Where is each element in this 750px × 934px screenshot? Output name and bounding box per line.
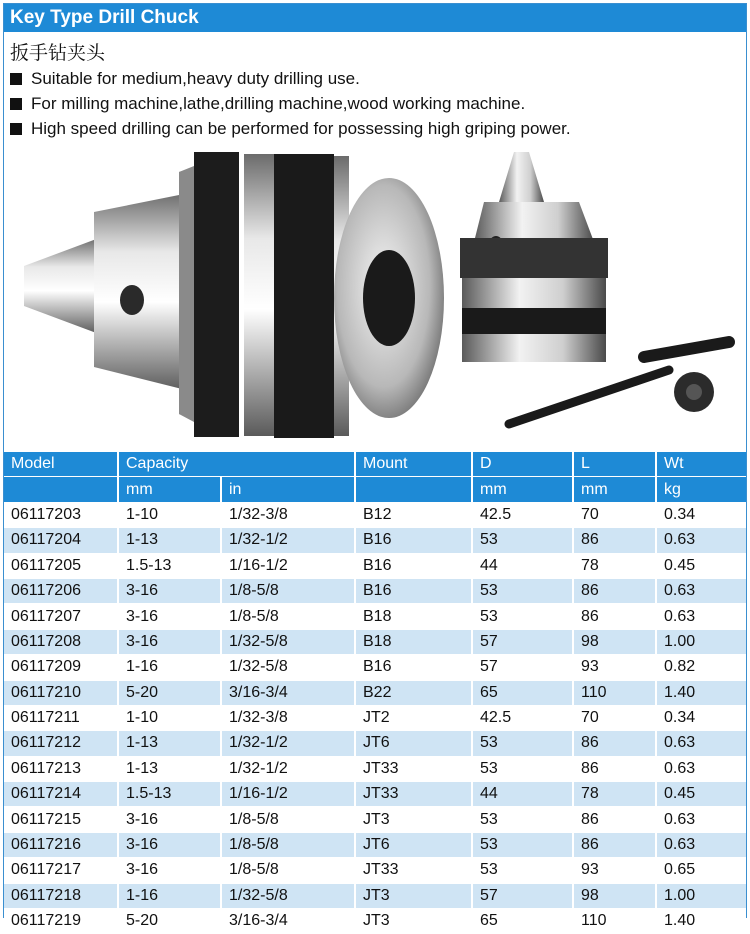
cell-capacity-in: 1/8-5/8 (221, 578, 355, 603)
header-d: D (472, 452, 573, 477)
cell-l: 110 (573, 909, 656, 934)
cell-mount: JT3 (355, 807, 472, 832)
cell-wt: 0.63 (656, 756, 746, 781)
feature-list (10, 66, 571, 141)
cell-capacity-mm: 1-13 (118, 528, 221, 553)
cell-wt: 0.45 (656, 553, 746, 578)
bullet-square-icon (10, 98, 22, 110)
header-row (4, 452, 746, 477)
cell-d: 53 (472, 832, 573, 857)
table-row (4, 756, 746, 781)
cell-wt: 0.34 (656, 502, 746, 527)
cell-mount: B16 (355, 655, 472, 680)
feature-text: Suitable for medium,heavy duty drilling use. (31, 69, 360, 88)
cell-wt: 1.00 (656, 629, 746, 654)
cell-l: 70 (573, 705, 656, 730)
cell-wt: 0.34 (656, 705, 746, 730)
cell-wt: 0.82 (656, 655, 746, 680)
cell-model: 06117207 (4, 604, 118, 629)
header-capacity: Capacity (118, 452, 355, 477)
header-wt: Wt (656, 452, 746, 477)
cell-wt: 1.40 (656, 680, 746, 705)
cell-model: 06117204 (4, 528, 118, 553)
table-row (4, 705, 746, 730)
cell-d: 65 (472, 909, 573, 934)
cell-capacity-in: 1/16-1/2 (221, 553, 355, 578)
cell-d: 57 (472, 629, 573, 654)
cell-wt: 0.63 (656, 807, 746, 832)
cell-capacity-in: 1/8-5/8 (221, 807, 355, 832)
unit-row (4, 477, 746, 502)
cell-capacity-mm: 1-16 (118, 655, 221, 680)
cell-capacity-mm: 1-13 (118, 731, 221, 756)
cell-wt: 0.63 (656, 832, 746, 857)
cell-d: 44 (472, 553, 573, 578)
cell-d: 53 (472, 578, 573, 603)
header-l: L (573, 452, 656, 477)
cell-capacity-mm: 3-16 (118, 629, 221, 654)
cell-capacity-in: 1/8-5/8 (221, 604, 355, 629)
header-empty (4, 477, 118, 502)
table-row (4, 807, 746, 832)
cell-l: 86 (573, 731, 656, 756)
cell-capacity-mm: 1.5-13 (118, 782, 221, 807)
cell-capacity-mm: 1.5-13 (118, 553, 221, 578)
feature-item (10, 91, 571, 116)
large-chuck-illustration (24, 152, 444, 438)
table-row (4, 909, 746, 934)
cell-d: 44 (472, 782, 573, 807)
feature-text: High speed drilling can be performed for possessing high griping power. (31, 119, 571, 138)
cell-capacity-in: 1/32-5/8 (221, 655, 355, 680)
cell-model: 06117213 (4, 756, 118, 781)
cell-mount: B18 (355, 629, 472, 654)
table-row (4, 858, 746, 883)
cell-model: 06117216 (4, 832, 118, 857)
cell-l: 86 (573, 832, 656, 857)
cell-capacity-in: 1/32-3/8 (221, 705, 355, 730)
cell-capacity-mm: 3-16 (118, 578, 221, 603)
table-row (4, 655, 746, 680)
cell-l: 93 (573, 655, 656, 680)
bullet-square-icon (10, 73, 22, 85)
cell-d: 42.5 (472, 502, 573, 527)
cell-d: 53 (472, 807, 573, 832)
cell-mount: JT33 (355, 782, 472, 807)
cell-mount: B16 (355, 528, 472, 553)
table-row (4, 553, 746, 578)
cell-capacity-in: 3/16-3/4 (221, 680, 355, 705)
cell-capacity-in: 1/16-1/2 (221, 782, 355, 807)
header-l-unit: mm (573, 477, 656, 502)
cell-wt: 0.63 (656, 578, 746, 603)
cell-capacity-in: 1/32-5/8 (221, 629, 355, 654)
header-model: Model (4, 452, 118, 477)
cell-model: 06117203 (4, 502, 118, 527)
header-empty (355, 477, 472, 502)
cell-capacity-in: 3/16-3/4 (221, 909, 355, 934)
cell-model: 06117205 (4, 553, 118, 578)
table-row (4, 604, 746, 629)
cell-wt: 0.63 (656, 604, 746, 629)
cell-d: 53 (472, 858, 573, 883)
cell-d: 57 (472, 655, 573, 680)
table-row (4, 528, 746, 553)
cell-wt: 1.40 (656, 909, 746, 934)
cell-l: 86 (573, 756, 656, 781)
cell-l: 110 (573, 680, 656, 705)
feature-item (10, 66, 571, 91)
cell-l: 70 (573, 502, 656, 527)
cell-capacity-in: 1/32-1/2 (221, 731, 355, 756)
header-d-unit: mm (472, 477, 573, 502)
cell-model: 06117215 (4, 807, 118, 832)
cell-capacity-mm: 1-10 (118, 705, 221, 730)
cell-capacity-in: 1/32-1/2 (221, 756, 355, 781)
cell-mount: JT33 (355, 756, 472, 781)
cell-wt: 0.63 (656, 528, 746, 553)
cell-d: 53 (472, 731, 573, 756)
cell-mount: JT6 (355, 832, 472, 857)
cell-model: 06117211 (4, 705, 118, 730)
table-row (4, 502, 746, 527)
cell-mount: B16 (355, 578, 472, 603)
page-title: Key Type Drill Chuck (4, 4, 746, 32)
cell-l: 93 (573, 858, 656, 883)
table-row (4, 883, 746, 908)
table-row (4, 832, 746, 857)
cell-capacity-in: 1/32-5/8 (221, 883, 355, 908)
cell-capacity-mm: 1-10 (118, 502, 221, 527)
spec-table (4, 452, 746, 934)
cell-wt: 0.45 (656, 782, 746, 807)
feature-text: For milling machine,lathe,drilling machine,wood working machine. (31, 94, 526, 113)
table-row (4, 680, 746, 705)
cell-capacity-mm: 1-13 (118, 756, 221, 781)
cell-l: 98 (573, 629, 656, 654)
cell-d: 42.5 (472, 705, 573, 730)
chinese-subtitle: 扳手钻夹头 (10, 42, 106, 64)
cell-wt: 0.65 (656, 858, 746, 883)
header-mount: Mount (355, 452, 472, 477)
cell-capacity-mm: 3-16 (118, 604, 221, 629)
cell-d: 65 (472, 680, 573, 705)
cell-model: 06117206 (4, 578, 118, 603)
cell-l: 86 (573, 604, 656, 629)
cell-capacity-mm: 5-20 (118, 909, 221, 934)
cell-capacity-mm: 3-16 (118, 858, 221, 883)
cell-l: 98 (573, 883, 656, 908)
cell-capacity-in: 1/32-1/2 (221, 528, 355, 553)
cell-mount: JT33 (355, 858, 472, 883)
cell-model: 06117218 (4, 883, 118, 908)
cell-capacity-mm: 1-16 (118, 883, 221, 908)
cell-d: 53 (472, 528, 573, 553)
cell-mount: JT2 (355, 705, 472, 730)
cell-d: 57 (472, 883, 573, 908)
product-photo (4, 142, 746, 452)
table-row (4, 731, 746, 756)
cell-mount: JT3 (355, 909, 472, 934)
table-row (4, 578, 746, 603)
cell-wt: 0.63 (656, 731, 746, 756)
cell-d: 53 (472, 756, 573, 781)
cell-d: 53 (472, 604, 573, 629)
cell-l: 86 (573, 528, 656, 553)
small-chuck-illustration (460, 152, 608, 362)
bullet-square-icon (10, 123, 22, 135)
cell-capacity-mm: 3-16 (118, 807, 221, 832)
cell-model: 06117212 (4, 731, 118, 756)
cell-model: 06117214 (4, 782, 118, 807)
cell-capacity-mm: 5-20 (118, 680, 221, 705)
cell-mount: JT3 (355, 883, 472, 908)
header-capacity-mm: mm (118, 477, 221, 502)
cell-mount: B18 (355, 604, 472, 629)
cell-capacity-in: 1/8-5/8 (221, 832, 355, 857)
cell-model: 06117217 (4, 858, 118, 883)
cell-mount: JT6 (355, 731, 472, 756)
header-wt-unit: kg (656, 477, 746, 502)
cell-l: 86 (573, 578, 656, 603)
cell-l: 78 (573, 782, 656, 807)
cell-model: 06117209 (4, 655, 118, 680)
table-row (4, 629, 746, 654)
cell-capacity-in: 1/8-5/8 (221, 858, 355, 883)
cell-model: 06117219 (4, 909, 118, 934)
cell-l: 86 (573, 807, 656, 832)
feature-item (10, 116, 571, 141)
cell-model: 06117210 (4, 680, 118, 705)
cell-wt: 1.00 (656, 883, 746, 908)
cell-mount: B22 (355, 680, 472, 705)
cell-model: 06117208 (4, 629, 118, 654)
cell-l: 78 (573, 553, 656, 578)
cell-mount: B12 (355, 502, 472, 527)
cell-mount: B16 (355, 553, 472, 578)
cell-capacity-mm: 3-16 (118, 832, 221, 857)
header-capacity-in: in (221, 477, 355, 502)
table-row (4, 782, 746, 807)
cell-capacity-in: 1/32-3/8 (221, 502, 355, 527)
